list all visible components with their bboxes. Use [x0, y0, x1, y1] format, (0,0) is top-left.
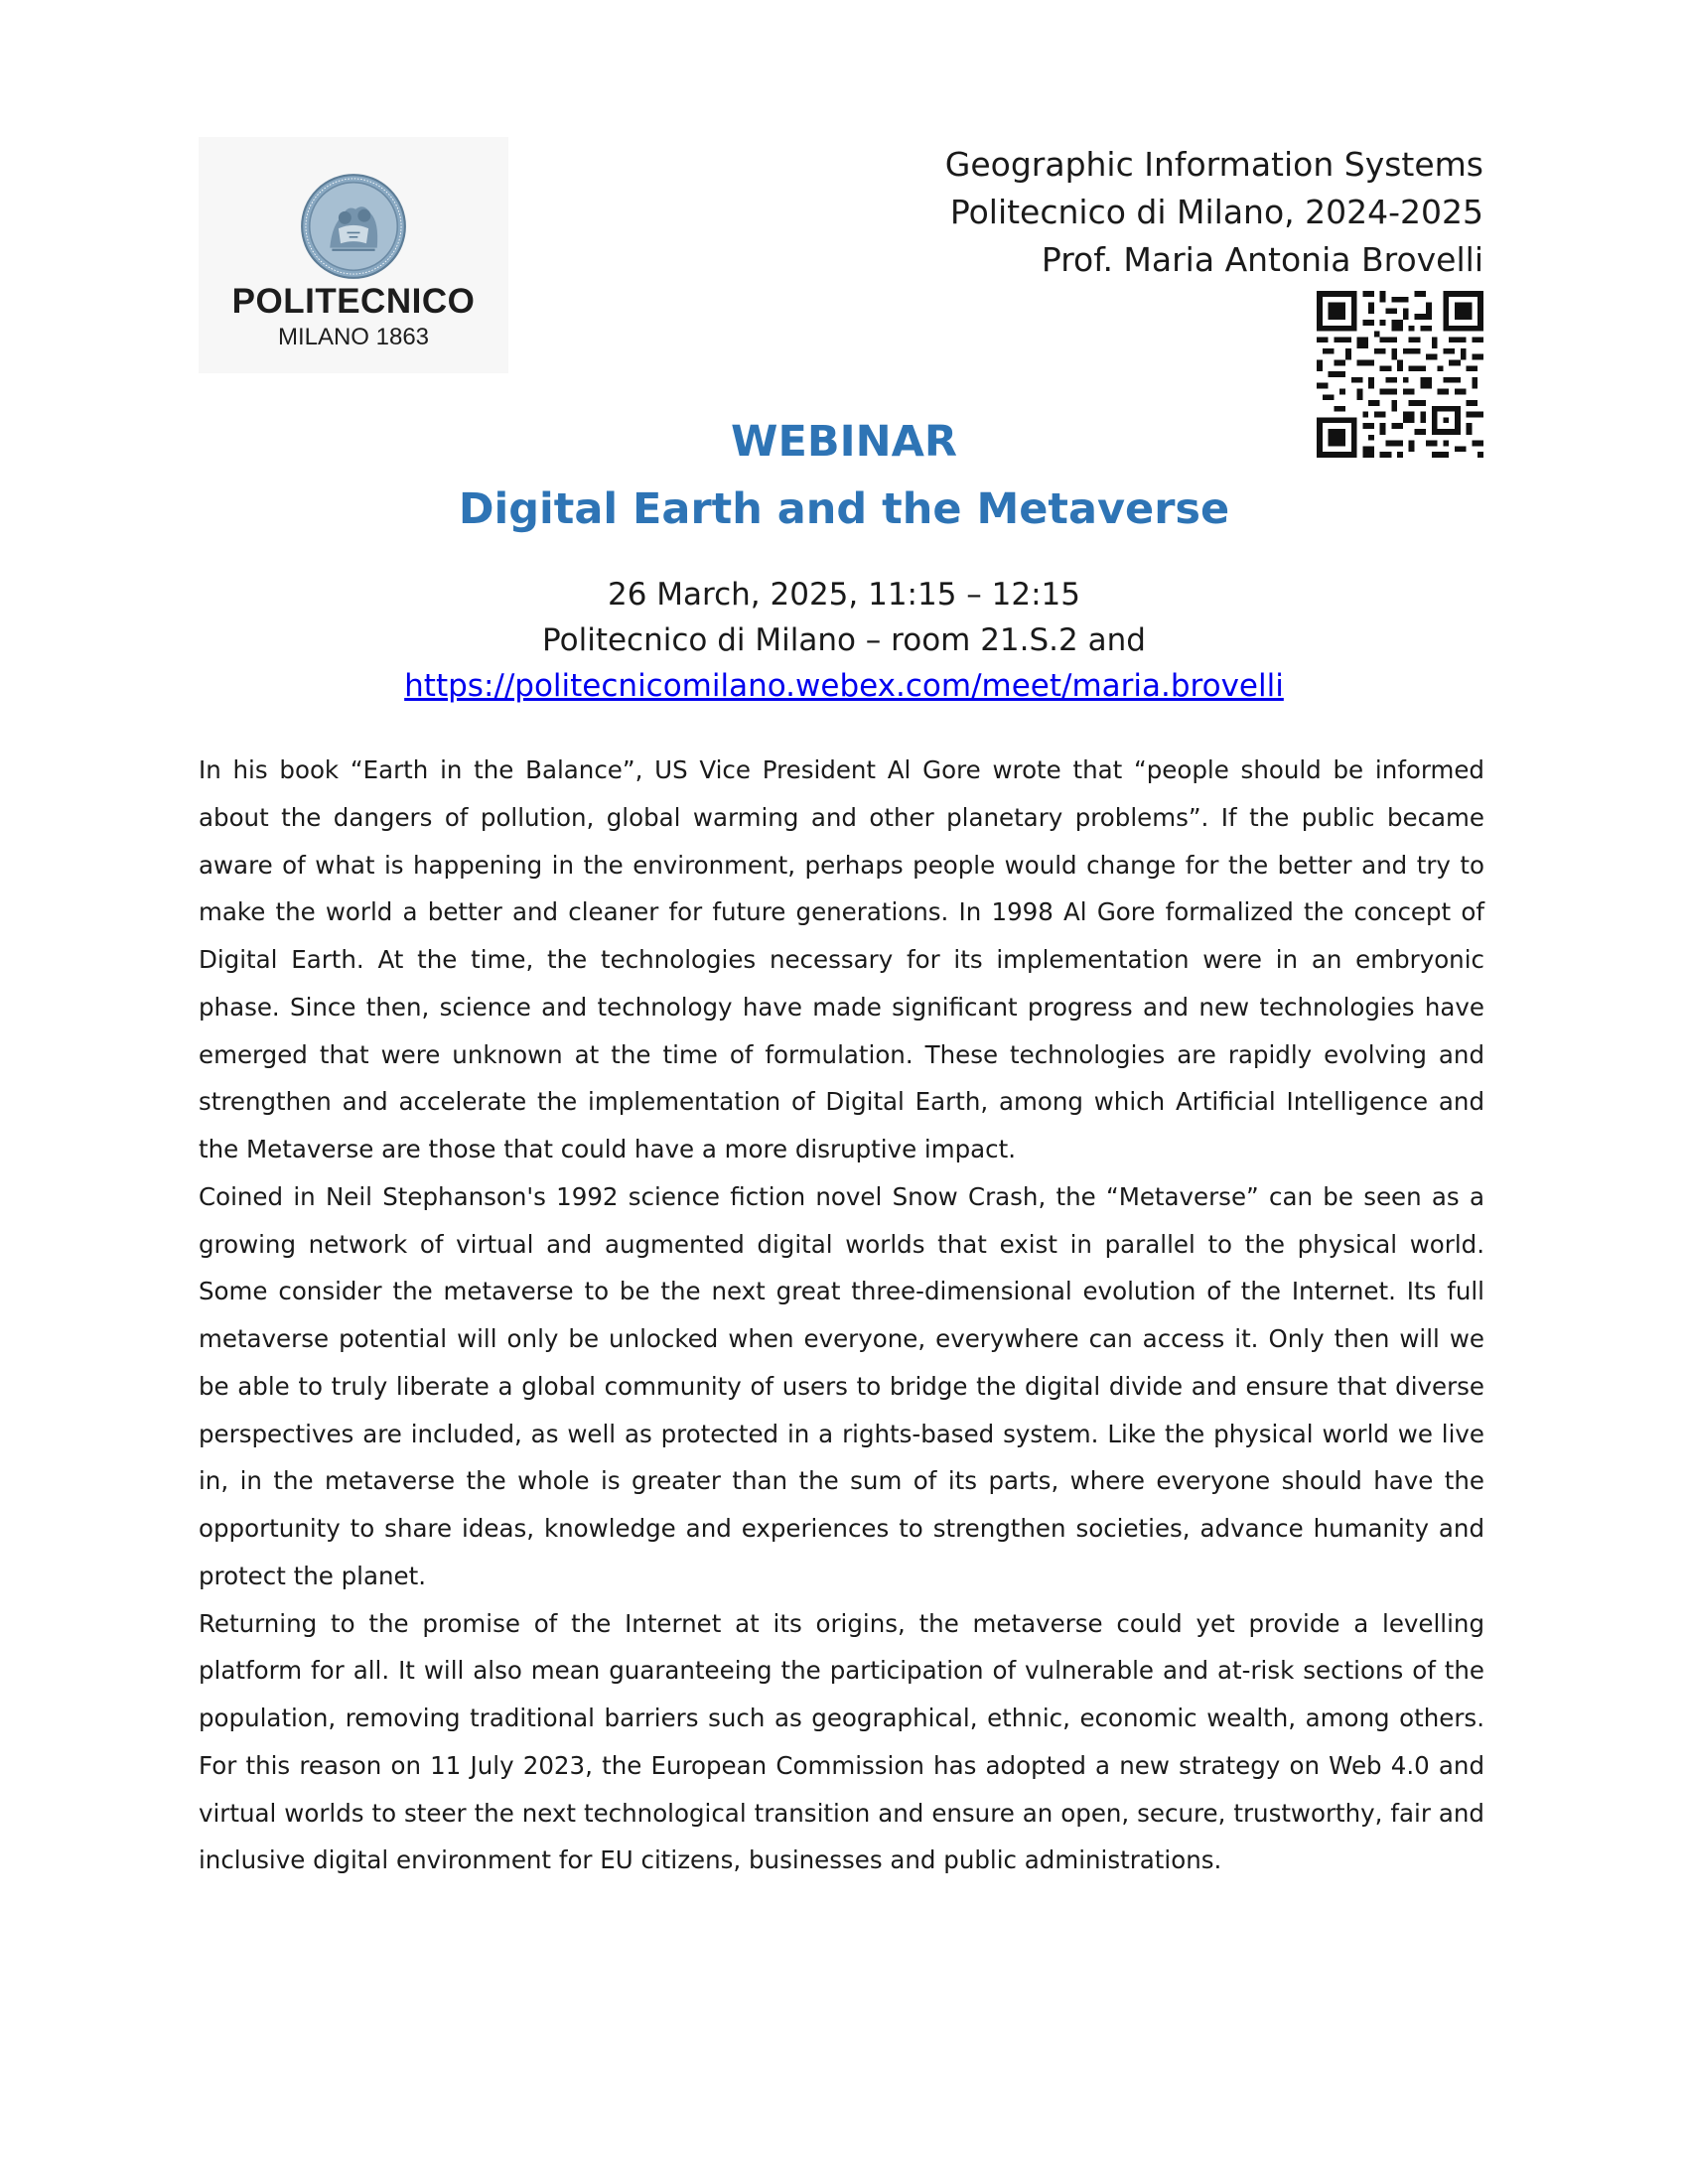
webinar-title: Digital Earth and the Metaverse — [458, 484, 1230, 534]
course-info — [945, 141, 1483, 284]
webinar-label: WEBINAR — [731, 417, 957, 467]
event-datetime: 26 March, 2025, 11:15 – 12:15 — [608, 577, 1080, 613]
paragraph: Returning to the promise of the Internet at its origins, the metaverse could yet provide a levelling platform for all. It will also mean guaranteeing the participation of vulnerable and at-risk sections of the population, removing traditional barriers such as geographical, ethnic, economic wealth, among others. For this reason on 11 July 2023, the European Commission has adopted a new strategy on Web 4.0 and virtual worlds to steer the next technological transition and ensure an open, secure, trustworthy, fair and inclusive digital environment for EU citizens, businesses and public administrations. — [199, 1608, 1484, 1875]
event-details — [0, 572, 1688, 709]
course-professor: Prof. Maria Antonia Brovelli — [1041, 240, 1483, 279]
webex-meeting-link[interactable]: https://politecnicomilano.webex.com/meet/maria.brovelli — [404, 668, 1284, 704]
paragraph: Coined in Neil Stephanson's 1992 science fiction novel Snow Crash, the “Metaverse” can be seen as a growing network of virtual and augmented digital worlds that exist in parallel to the physical world. Some consider the metaverse to be the next great three-dimensional evolution of the Internet. Its full metaverse potential will only be unlocked when everyone, everywhere can access it. Only then will we be able to truly liberate a global community of users to bridge the digital divide and ensure that diverse perspectives are included, as well as protected in a rights-based system. Like the physical world we live in, in the metaverse the whole is greater than the sum of its parts, where everyone should have the opportunity to share ideas, knowledge and experiences to strengthen societies, advance humanity and protect the planet. — [199, 1181, 1484, 1590]
paragraph: In his book “Earth in the Balance”, US Vice President Al Gore wrote that “people should be informed about the dangers of pollution, global warming and other planetary problems”. If the public became aware of what is happening in the environment, perhaps people would change for the better and try to make the world a better and cleaner for future generations. In 1998 Al Gore formalized the concept of Digital Earth. At the time, the technologies necessary for its implementation were in an embryonic phase. Since then, science and technology have made significant progress and new technologies have emerged that were unknown at the time of formulation. These technologies are rapidly evolving and strengthen and accelerate the implementation of Digital Earth, among which Artificial Intelligence and the Metaverse are those that could have a more disruptive impact. — [199, 755, 1484, 1163]
webinar-description — [199, 747, 1484, 1884]
politecnico-logo — [199, 137, 508, 373]
event-location: Politecnico di Milano – room 21.S.2 and — [542, 622, 1146, 658]
politecnico-seal-icon — [300, 173, 407, 280]
webinar-title-block — [0, 411, 1688, 546]
logo-subtitle: MILANO 1863 — [277, 324, 430, 350]
course-institution: Politecnico di Milano, 2024-2025 — [949, 193, 1483, 231]
logo-name: POLITECNICO — [231, 282, 476, 321]
course-title: Geographic Information Systems — [944, 145, 1483, 184]
